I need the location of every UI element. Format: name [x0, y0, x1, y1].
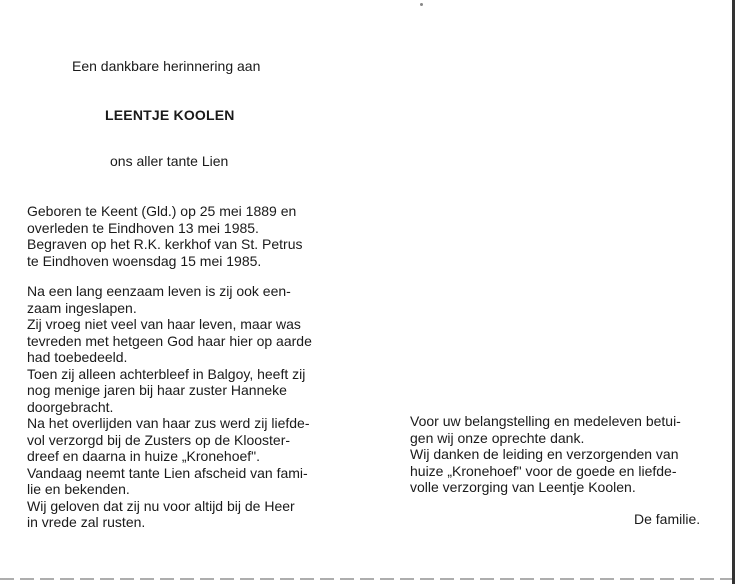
text-line: Geboren te Keent (Gld.) op 25 mei 1889 en [27, 203, 297, 219]
text-line: dreef en daarna in huize „Kronehoef". [27, 448, 261, 464]
text-line: volle verzorging van Leentje Koolen. [410, 479, 636, 495]
text-line: Na een lang eenzaam leven is zij ook een- [27, 283, 291, 299]
text-line: overleden te Eindhoven 13 mei 1985. [27, 219, 259, 236]
text-line: te Eindhoven woensdag 15 mei 1985. [27, 252, 262, 269]
text-line: Toen zij alleen achterbleef in Balgoy, heeft zij [27, 365, 306, 382]
text-line: Na het overlijden van haar zus werd zij liefde- [27, 415, 310, 431]
text-line: had toebedeeld. [27, 349, 128, 365]
text-line: tevreden met hetgeen God haar hier op aarde [27, 332, 312, 349]
deceased-name: LEENTJE KOOLEN [105, 107, 235, 123]
text-line: lie en bekenden. [27, 481, 130, 497]
text-line: in vrede zal rusten. [27, 514, 146, 530]
text-line: gen wij onze oprechte dank. [410, 429, 585, 446]
text-line: huize „Kronehoef" voor de goede en liefde- [410, 462, 677, 479]
birth-death-paragraph [27, 203, 323, 269]
intro-line: Een dankbare herinnering aan [72, 58, 261, 74]
text-line: zaam ingeslapen. [27, 299, 137, 316]
text-line: vol verzorgd bij de Zusters op de Klooster- [27, 431, 291, 448]
print-speck [420, 3, 423, 6]
text-line: doorgebracht. [27, 398, 114, 415]
text-line: Begraven op het R.K. kerkhof van St. Petrus [27, 236, 303, 252]
bottom-edge [0, 578, 735, 580]
text-line: Voor uw belangstelling en medeleven betui- [410, 413, 681, 429]
text-line: Wij danken de leiding en verzorgenden van [410, 446, 679, 462]
signature: De familie. [634, 511, 701, 527]
text-line: Wij geloven dat zij nu voor altijd bij de Heer [27, 497, 295, 514]
life-paragraph [27, 283, 323, 531]
text-line: nog menige jaren bij haar zuster Hanneke [27, 382, 287, 398]
text-line: Vandaag neemt tante Lien afscheid van fami- [27, 464, 308, 481]
text-line: Zij vroeg niet veel van haar leven, maar was [27, 316, 301, 332]
thanks-paragraph [410, 413, 706, 496]
subtitle-line: ons aller tante Lien [110, 153, 229, 169]
